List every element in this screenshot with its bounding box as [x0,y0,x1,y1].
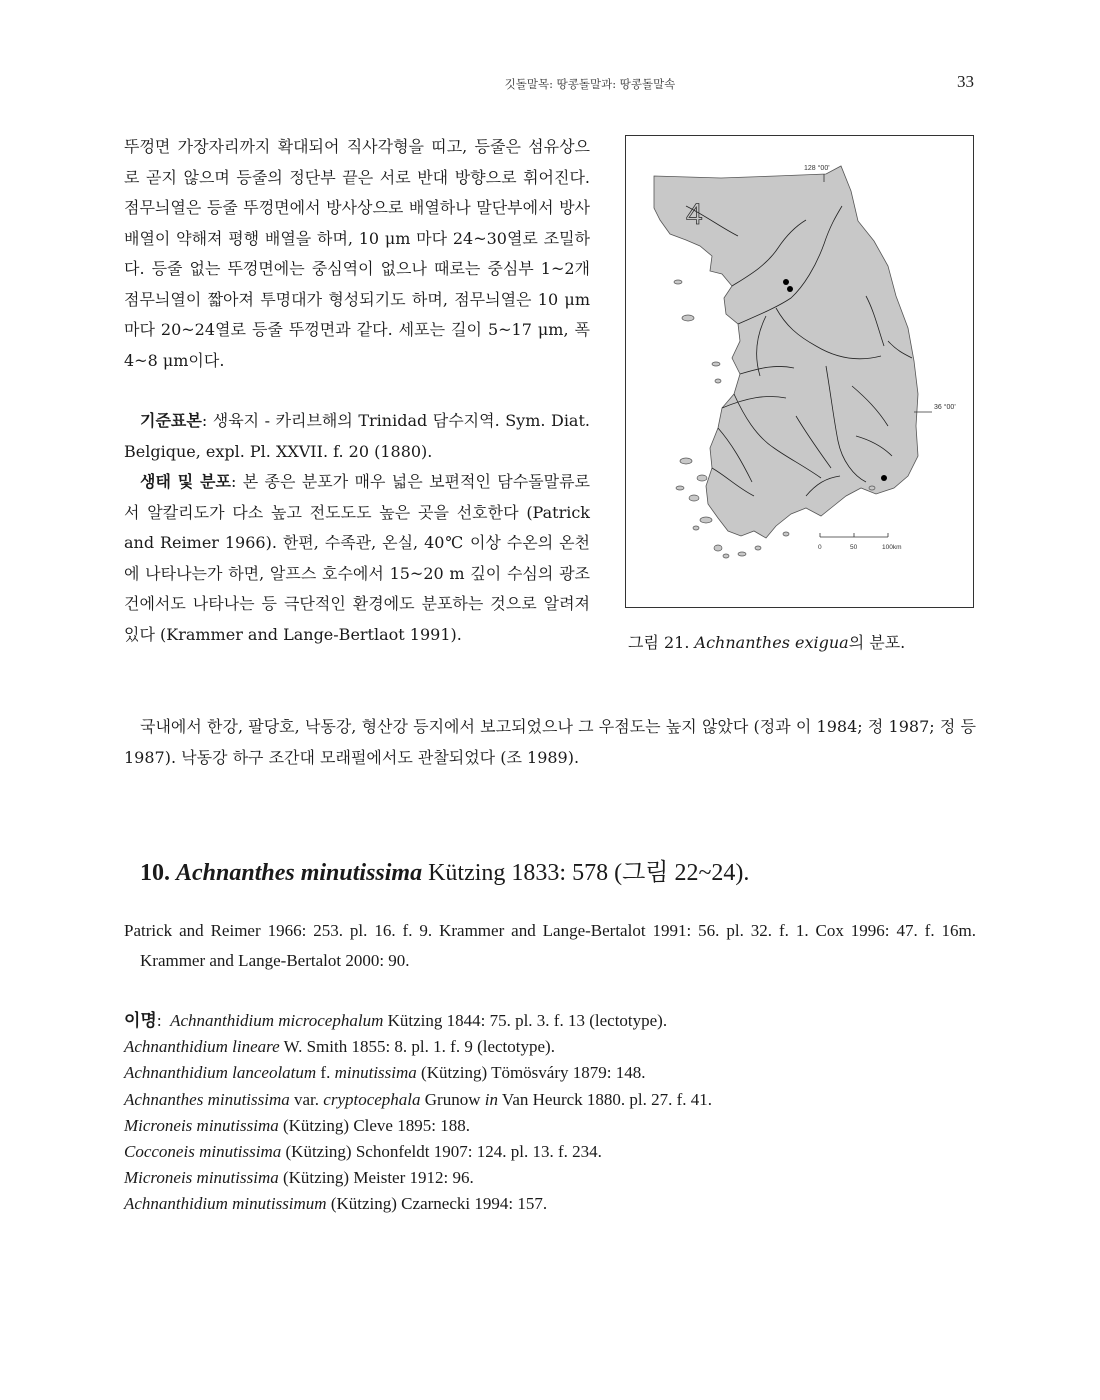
ecology-text: : 본 종은 분포가 매우 넓은 보편적인 담수돌말류로서 알칼리도가 다소 높고 전도도도 높은 곳을 선호한다 (Patrick and Reimer 1966). 한편, 수족관, 온실, 40℃ 이상 수온의 온천에 나타나는가 하면, 알프스 호수에서 15~20 m 깊이 수심의 광조건에서도 나타나는 등 극단적인 환경에도 분포하는 것으로 알려져 있다 (Krammer and Lange-Bertlaot 1991). [124,472,590,644]
synonym-label: 이명 [124,1011,157,1030]
caption-suffix: 의 분포. [848,633,906,652]
scale-label-0: 0 [818,544,822,551]
type-specimen-paragraph [124,406,590,467]
scale-label-100: 100km [882,544,902,551]
ecology-label: 생태 및 분포 [140,472,231,491]
description-paragraph: 뚜껑면 가장자리까지 확대되어 직사각형을 띠고, 등줄은 섬유상으로 곧지 않으며 등줄의 정단부 끝은 서로 반대 방향으로 휘어진다. 점무늬열은 등줄 뚜껑면에서 방사상으로 배열하나 말단부에서 방사배열이 약해져 평행 배열을 하며, 10 μm 마다 24~30열로 조밀하다. 등줄 없는 뚜껑면에는 중심역이 없으나 때로는 중심부 1~2개 점무늬열이 짧아져 투명대가 형성되기도 하며, 점무늬열은 10 μm 마다 20~24열로 등줄 뚜껑면과 같다. 세포는 길이 5~17 μm, 폭 4~8 μm이다. [124,137,590,370]
map-number: 4 [686,198,703,231]
synonym-name: Cocconeis minutissima [124,1142,282,1162]
synonym-line: Microneis minutissima (Kützing) Meister 1912: 96. [124,1168,474,1188]
synonym-name: Achnanthidium microcephalum [170,1011,384,1030]
collection-site-marker [787,286,793,292]
full-width-text [124,712,976,773]
caption-species: Achnanthes exigua [694,633,849,652]
synonym-name: Achnanthidium lineare [124,1037,280,1057]
synonym-name: Microneis minutissima [124,1168,279,1188]
synonym-name: Achnanthes minutissima [124,1089,290,1109]
running-head: 깃돌말목: 땅콩돌말과: 땅콩돌말속 [504,77,676,91]
figure-frame [625,135,974,608]
synonym-line: Achnanthidium lineare W. Smith 1855: 8. pl. 1. f. 9 (lectotype). [124,1037,555,1057]
synonym-name: Microneis minutissima [124,1115,279,1135]
synonym-line: 이명: Achnanthidium microcephalum Kützing 1844: 75. pl. 3. f. 13 (lectotype). [124,1011,668,1030]
korea-distribution-map [626,136,973,607]
synonym-name: Achnanthidium minutissimum [124,1194,327,1214]
type-specimen-label: 기준표본 [140,411,202,430]
ecology-paragraph [124,467,590,650]
synonym-name: Achnanthidium lanceolatum [124,1063,317,1083]
latitude-label: 36 °00' [934,404,956,411]
species-heading [140,852,980,887]
species-number: 10. [140,860,170,886]
species-name: Achnanthes minutissima [176,860,423,886]
left-column-text [124,132,590,650]
reference-list: Patrick and Reimer 1966: 253. pl. 16. f. 9. Krammer and Lange-Bertalot 1991: 56. pl. 32. f. 1. Cox 1996: 47. f. 16m. Krammer and Lange-Bertalot 2000: 90. [124,921,976,970]
scale-bar [820,533,888,537]
collection-site-marker [783,279,789,285]
korea-records-paragraph: 국내에서 한강, 팔당호, 낙동강, 형산강 등지에서 보고되었으나 그 우점도는 높지 않았다 (정과 이 1984; 정 1987; 정 등 1987). 낙동강 하구 조간대 모래펄에서도 관찰되었다 (조 1989). [124,717,976,767]
synonym-line: Cocconeis minutissima (Kützing) Schonfeldt 1907: 124. pl. 13. f. 234. [124,1142,602,1162]
synonym-list [124,1008,976,1218]
figure-caption [628,630,974,653]
species-authority: Kützing 1833: 578 (그림 22~24). [422,860,750,886]
collection-site-marker [881,475,887,481]
type-specimen-text: : 생육지 - 카리브해의 Trinidad 담수지역. Sym. Diat. Belgique, expl. Pl. XXVII. f. 20 (1880). [124,411,590,461]
synonym-line: Achnanthes minutissima var. cryptocephala Grunow in Van Heurck 1880. pl. 27. f. 41. [124,1089,713,1109]
longitude-label: 128 °00' [804,165,830,172]
synonym-line: Achnanthidium lanceolatum f. minutissima (Kützing) Tömösváry 1879: 148. [124,1063,646,1083]
synonym-line: Microneis minutissima (Kützing) Cleve 1895: 188. [124,1115,470,1135]
caption-prefix: 그림 21. [628,633,695,652]
scale-label-50: 50 [850,544,858,551]
page-number: 33 [957,72,974,91]
synonym-line: Achnanthidium minutissimum (Kützing) Czarnecki 1994: 157. [124,1194,548,1214]
